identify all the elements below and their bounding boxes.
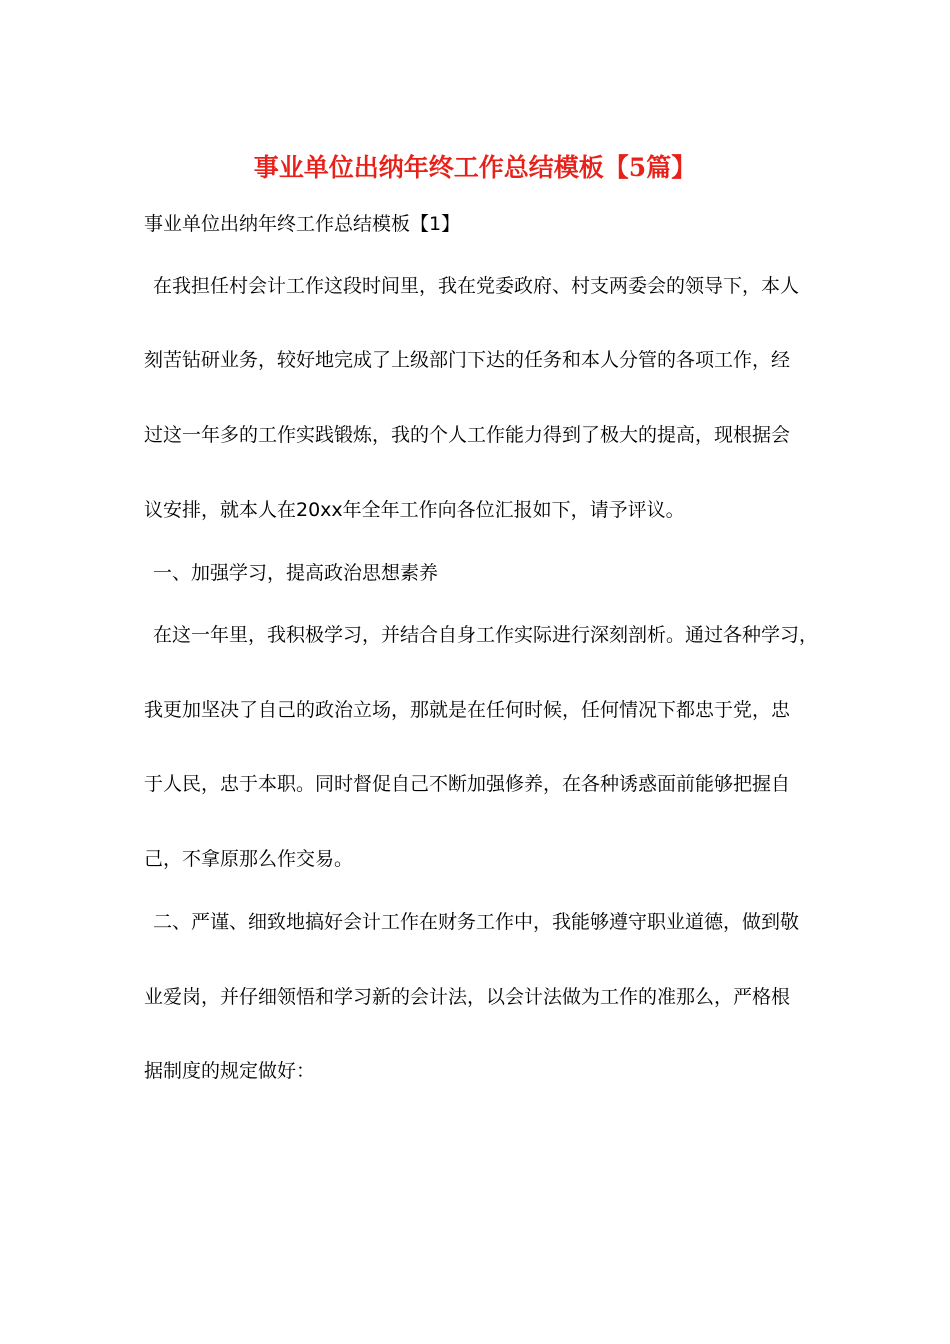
paragraph-line: 刻苦钻研业务，较好地完成了上级部门下达的任务和本人分管的各项工作，经 <box>144 349 791 371</box>
paragraph-line: 据制度的规定做好： <box>144 1060 316 1082</box>
section-heading-2: 二、严谨、细致地搞好会计工作在财务工作中，我能够遵守职业道德，做到敬 <box>153 911 800 933</box>
paragraph-line: 在这一年里，我积极学习，并结合自身工作实际进行深刻剖析。通过各种学习， <box>153 624 819 646</box>
paragraph-line: 过这一年多的工作实践锻炼，我的个人工作能力得到了极大的提高，现根据会 <box>144 424 791 446</box>
paragraph-line: 议安排，就本人在20xx年全年工作向各位汇报如下，请予评议。 <box>144 499 685 521</box>
paragraph-line: 己，不拿原那么作交易。 <box>144 848 354 870</box>
paragraph-line: 于人民，忠于本职。同时督促自己不断加强修养，在各种诱惑面前能够把握自 <box>144 773 791 795</box>
paragraph-line: 我更加坚决了自己的政治立场，那就是在任何时候，任何情况下都忠于党，忠 <box>144 699 791 721</box>
section-heading-1: 一、加强学习，提高政治思想素养 <box>153 562 439 584</box>
paragraph-line: 在我担任村会计工作这段时间里，我在党委政府、村支两委会的领导下，本人 <box>153 275 800 297</box>
paragraph-line: 业爱岗，并仔细领悟和学习新的会计法，以会计法做为工作的准那么，严格根 <box>144 986 791 1008</box>
section-heading: 事业单位出纳年终工作总结模板【1】 <box>144 213 461 235</box>
document-title: 事业单位出纳年终工作总结模板【5篇】 <box>253 153 697 182</box>
